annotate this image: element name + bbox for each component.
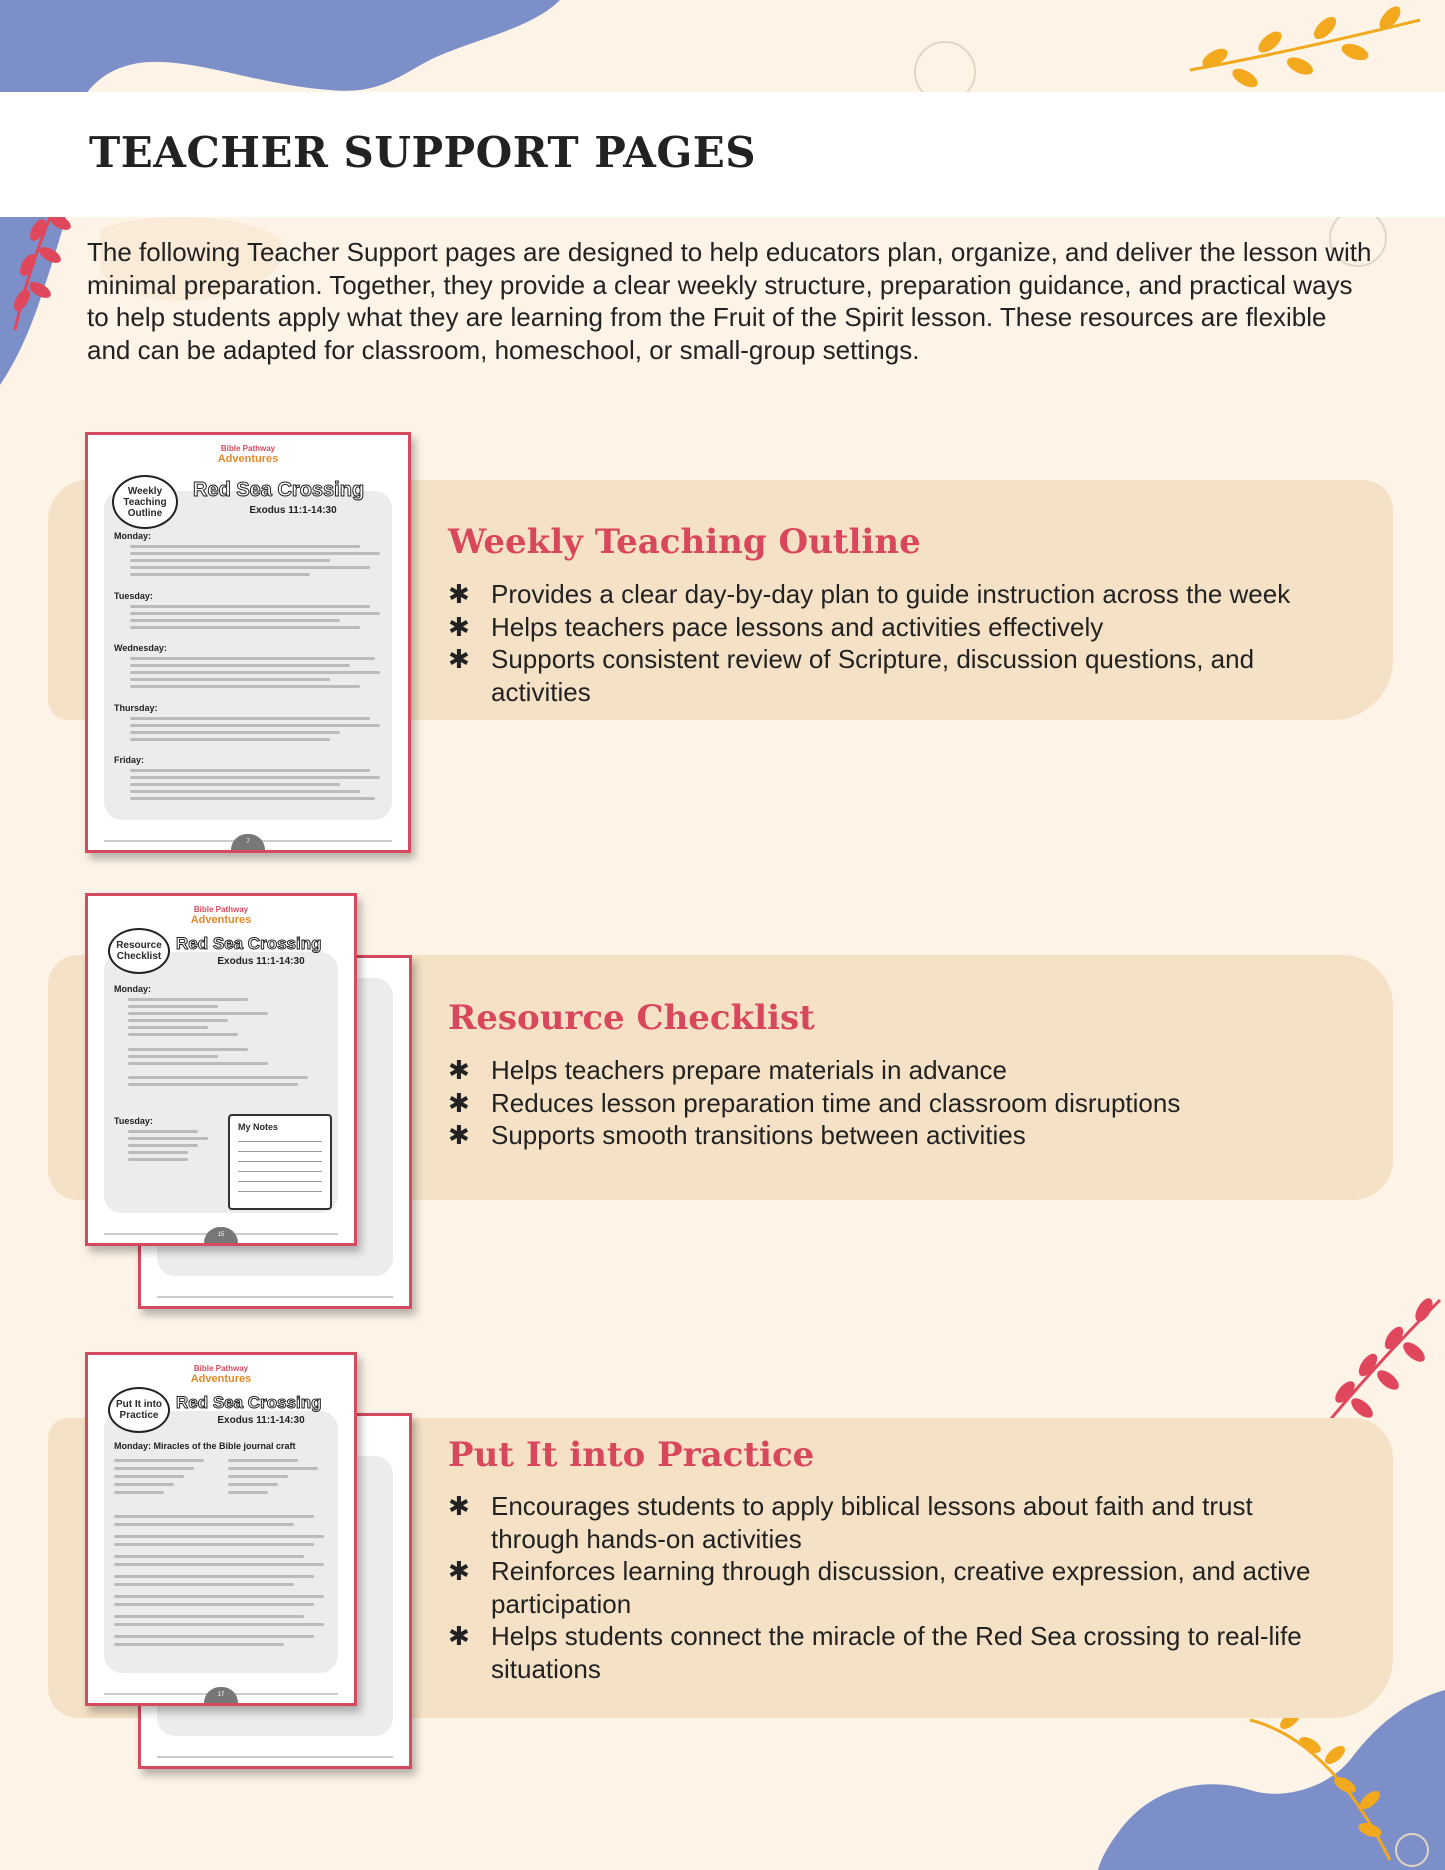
thumbnail-brand: Bible Pathway Adventures [217, 444, 279, 465]
asterisk-bullet-icon: ✱ [448, 1087, 470, 1118]
my-notes-title: My Notes [238, 1122, 279, 1132]
bullet-item: ✱ Supports smooth transitions between activities [448, 1120, 1026, 1150]
thumbnail-bubble: Put It into Practice [108, 1387, 170, 1433]
thumbnail-day-label: Monday: [114, 984, 151, 994]
bullet-item: ✱ Supports consistent review of Scripture, discussion questions, and activities [448, 644, 1255, 707]
my-notes-box [228, 1114, 332, 1210]
thumbnail-day-label: Wednesday: [114, 643, 167, 653]
weekly-outline-thumbnail [85, 432, 411, 853]
thumbnail-bubble: Weekly Teaching Outline [112, 475, 178, 529]
bullet-item: ✱ Encourages students to apply biblical lessons about faith and trust through hands-on activities [448, 1491, 1253, 1554]
thumbnail-subtitle: Exodus 11:1-14:30 [217, 956, 305, 967]
thumbnail-subtitle: Exodus 11:1-14:30 [217, 1415, 305, 1426]
thumbnail-page-number: 7 [231, 834, 265, 850]
orange-leaf-branch-top [1190, 3, 1420, 91]
bullet-item: ✱ Reinforces learning through discussion, creative expression, and active participation [448, 1556, 1311, 1619]
thumbnail-title: Red Sea Crossing [193, 479, 365, 501]
thumbnail-page-number: 17 [204, 1687, 238, 1703]
bullet-item: ✱ Reduces lesson preparation time and classroom disruptions [448, 1087, 1181, 1118]
bullet-item: ✱ Helps students connect the miracle of the Red Sea crossing to real-life situations [448, 1621, 1302, 1684]
asterisk-bullet-icon: ✱ [448, 611, 470, 642]
bullet-item: ✱ Provides a clear day-by-day plan to guide instruction across the week [448, 579, 1291, 609]
asterisk-bullet-icon: ✱ [448, 1491, 470, 1521]
section-title-practice: Put It into Practice [448, 1435, 815, 1475]
bullet-list-practice [448, 1490, 1348, 1685]
thumbnail-day-label: Monday: [114, 531, 151, 541]
thumbnail-day-label: Monday: Miracles of the Bible journal craft [114, 1441, 296, 1451]
asterisk-bullet-icon: ✱ [448, 1055, 470, 1085]
section-title-weekly: Weekly Teaching Outline [448, 522, 921, 562]
asterisk-bullet-icon: ✱ [448, 579, 470, 609]
thumbnail-page-number: 15 [204, 1227, 238, 1243]
asterisk-bullet-icon: ✱ [448, 644, 470, 674]
asterisk-bullet-icon: ✱ [448, 1621, 470, 1651]
thumbnail-day-label: Tuesday: [114, 1116, 153, 1126]
thumbnail-subtitle: Exodus 11:1-14:30 [249, 505, 337, 516]
page-title: TEACHER SUPPORT PAGES [89, 128, 757, 177]
thumbnail-brand: Bible Pathway Adventures [190, 1364, 252, 1385]
thumbnail-day-label: Tuesday: [114, 591, 153, 601]
asterisk-bullet-icon: ✱ [448, 1120, 470, 1150]
thumbnail-day-label: Thursday: [114, 703, 158, 713]
bullet-item: ✱ Helps teachers pace lessons and activities effectively [448, 611, 1104, 642]
bullet-list-weekly [448, 578, 1348, 708]
red-leaf-branch-right [1330, 1295, 1440, 1421]
asterisk-bullet-icon: ✱ [448, 1556, 470, 1586]
resource-checklist-thumbnail [85, 893, 357, 1246]
thumbnail-bubble: Resource Checklist [108, 928, 170, 974]
thumbnail-title: Red Sea Crossing [176, 1393, 322, 1412]
put-it-into-practice-thumbnail [85, 1352, 357, 1706]
section-title-resource: Resource Checklist [448, 998, 815, 1038]
thumbnail-title: Red Sea Crossing [176, 934, 322, 953]
thumbnail-brand: Bible Pathway Adventures [190, 905, 252, 926]
bullet-list-resource [448, 1054, 1348, 1152]
thumbnail-day-label: Friday: [114, 755, 145, 765]
bullet-item: ✱ Helps teachers prepare materials in advance [448, 1055, 1007, 1085]
intro-paragraph: The following Teacher Support pages are designed to help educators plan, organize, and deliver the lesson with minimal preparation. Together, they provide a clear weekly structure, preparation guidance, and practical ways to help students apply what they are learning from the Fruit of the Spirit lesson. These resources are flexible and can be adapted for classroom, homeschool, or small-group settings. [87, 237, 1372, 365]
